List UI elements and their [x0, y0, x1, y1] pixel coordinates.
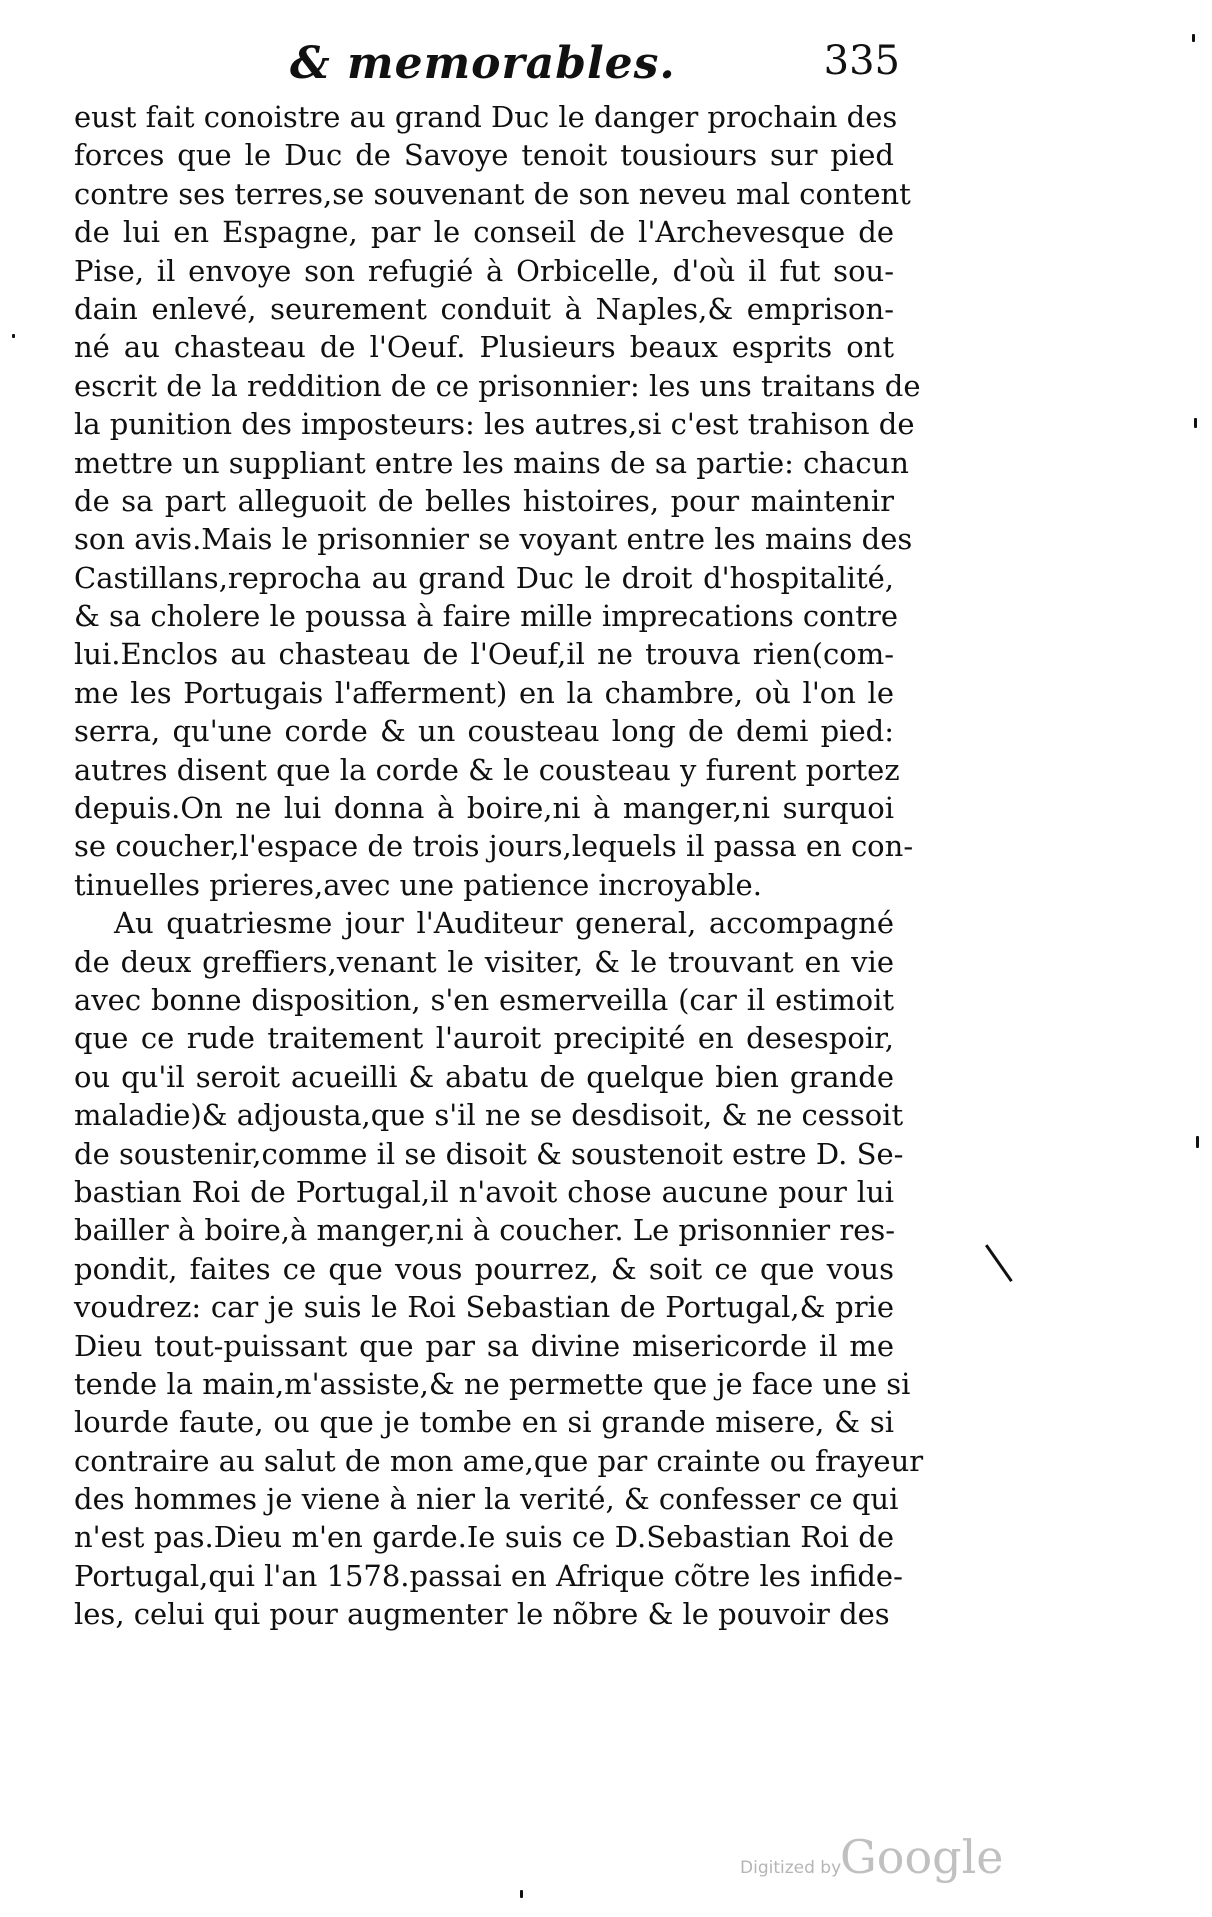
scan-mark: [12, 334, 15, 338]
watermark-prefix: Digitized by: [740, 1858, 842, 1878]
text-line: les, celui qui pour augmenter le nõbre & le pouvoir des: [74, 1597, 890, 1632]
text-line: de lui en Espagne, par le conseil de l'Archevesque de: [74, 215, 894, 250]
google-logo: Google: [840, 1830, 1004, 1884]
text-line: depuis.On ne lui donna à boire,ni à manger,ni surquoi: [74, 791, 894, 826]
text-line: des hommes je viene à nier la verité, & confesser ce qui: [74, 1482, 899, 1517]
text-line: contraire au salut de mon ame,que par crainte ou frayeur: [74, 1443, 924, 1478]
scan-mark: [985, 1244, 1013, 1282]
text-line: n'est pas.Dieu m'en garde.Ie suis ce D.Sebastian Roi de: [74, 1520, 894, 1555]
text-line: son avis.Mais le prisonnier se voyant entre les mains des: [74, 522, 913, 557]
text-line: bastian Roi de Portugal,il n'avoit chose aucune pour lui: [74, 1174, 894, 1209]
text-line: Pise, il envoye son refugié à Orbicelle, d'où il fut sou-: [74, 253, 894, 288]
text-line: tinuelles prieres,avec une patience incroyable.: [74, 867, 762, 902]
text-line: maladie)& adjousta,que s'il ne se desdisoit, & ne cessoit: [74, 1098, 904, 1133]
text-line: de soustenir,comme il se disoit & soustenoit estre D. Se-: [74, 1136, 904, 1171]
text-line: Dieu tout-puissant que par sa divine misericorde il me: [74, 1328, 894, 1363]
text-line: forces que le Duc de Savoye tenoit tousiours sur pied: [74, 138, 894, 173]
text-line: de sa part alleguoit de belles histoires, pour maintenir: [74, 483, 894, 518]
text-line: pondit, faites ce que vous pourrez, & soit ce que vous: [74, 1251, 894, 1286]
running-title: & memorables.: [290, 38, 676, 89]
body-text: [74, 98, 924, 1634]
text-line: mettre un suppliant entre les mains de sa partie: chacun: [74, 445, 909, 480]
text-line: né au chasteau de l'Oeuf. Plusieurs beaux esprits ont: [74, 330, 894, 365]
text-line: la punition des imposteurs: les autres,si c'est trahison de: [74, 407, 915, 442]
scan-mark: [1196, 1136, 1199, 1148]
text-line: eust fait conoistre au grand Duc le danger prochain des: [74, 100, 898, 134]
text-line: se coucher,l'espace de trois jours,lequels il passa en con-: [74, 829, 914, 864]
text-line: & sa cholere le poussa à faire mille imprecations contre: [74, 599, 898, 634]
text-line: tende la main,m'assiste,& ne permette que je face une si: [74, 1366, 911, 1401]
text-line: ou qu'il seroit acueilli & abatu de quelque bien grande: [74, 1059, 894, 1094]
text-line: de deux greffiers,venant le visiter, & le trouvant en vie: [74, 944, 894, 979]
text-line: avec bonne disposition, s'en esmerveilla (car il estimoit: [74, 982, 894, 1017]
running-head: [290, 38, 900, 98]
text-line: serra, qu'une corde & un cousteau long de demi pied:: [74, 714, 894, 749]
text-line: contre ses terres,se souvenant de son neveu mal content: [74, 176, 911, 211]
text-line: Portugal,qui l'an 1578.passai en Afrique cõtre les infide-: [74, 1558, 903, 1593]
text-line: que ce rude traitement l'auroit precipité en desespoir,: [74, 1021, 894, 1056]
text-line: Castillans,reprocha au grand Duc le droit d'hospitalité,: [74, 560, 894, 595]
text-line: dain enlevé, seurement conduit à Naples,& emprison-: [74, 291, 894, 326]
text-line: me les Portugais l'afferment) en la chambre, où l'on le: [74, 675, 894, 710]
digitization-watermark: [740, 1830, 1004, 1890]
text-line: lui.Enclos au chasteau de l'Oeuf,il ne trouva rien(com-: [74, 637, 894, 672]
scan-mark: [1194, 418, 1197, 428]
scan-mark: [1192, 34, 1195, 42]
text-line: voudrez: car je suis le Roi Sebastian de Portugal,& prie: [74, 1290, 894, 1325]
page-number: 335: [823, 38, 900, 84]
text-line: escrit de la reddition de ce prisonnier: les uns traitans de: [74, 368, 921, 403]
text-line: bailler à boire,à manger,ni à coucher. Le prisonnier res-: [74, 1213, 896, 1248]
text-line: autres disent que la corde & le cousteau y furent portez: [74, 752, 900, 787]
text-line: lourde faute, ou que je tombe en si grande misere, & si: [74, 1405, 894, 1440]
scan-mark: [520, 1890, 523, 1898]
text-line: Au quatriesme jour l'Auditeur general, accompagné: [114, 906, 894, 941]
